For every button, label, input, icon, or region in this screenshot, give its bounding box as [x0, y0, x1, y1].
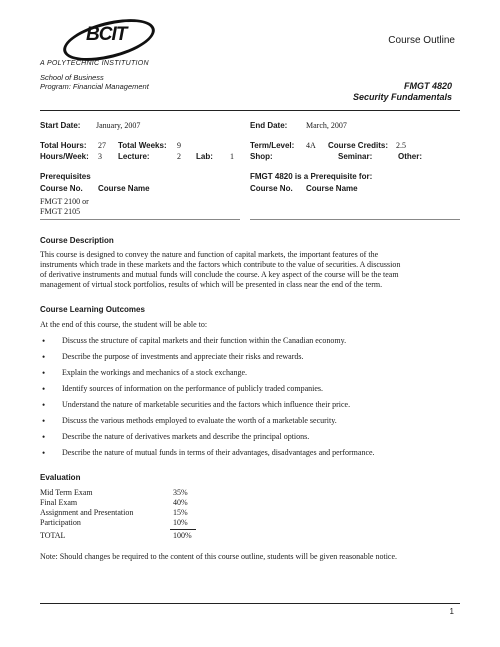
lecture-value: 2: [177, 152, 181, 161]
course-credits-label: Course Credits:: [328, 141, 389, 150]
prerequisite-for-heading: FMGT 4820 is a Prerequisite for:: [250, 172, 373, 181]
evaluation-total-row: TOTAL 100%: [40, 531, 192, 540]
prerequisites-heading: Prerequisites: [40, 172, 91, 181]
prereq-item: FMGT 2105: [40, 207, 81, 216]
other-label: Other:: [398, 152, 422, 161]
change-notice: Note: Should changes be required to the content of this course outline, students will be given reasonable notice.: [40, 552, 398, 561]
evaluation-total-rule: [170, 529, 196, 530]
document-type: Course Outline: [388, 35, 455, 46]
hours-week-value: 3: [98, 152, 102, 161]
program-name: Program: Financial Management: [40, 82, 149, 91]
total-weeks-label: Total Weeks:: [118, 141, 167, 150]
end-date-value: March, 2007: [306, 121, 347, 130]
description-line: management of virtual stock portfolios, results of which will be presented in class near the end of the term.: [40, 280, 383, 289]
bullet-icon: •: [42, 352, 46, 362]
description-line: instruments which trade in these markets and the factors which contribute to the value of securities. A discussion: [40, 260, 401, 269]
course-code: FMGT 4820: [403, 81, 452, 91]
course-description-heading: Course Description: [40, 236, 114, 245]
evaluation-row: Assignment and Presentation 15%: [40, 508, 188, 517]
bullet-icon: •: [42, 448, 46, 458]
bullet-icon: •: [42, 368, 46, 378]
start-date-label: Start Date:: [40, 121, 81, 130]
evaluation-heading: Evaluation: [40, 473, 81, 482]
lecture-label: Lecture:: [118, 152, 150, 161]
total-hours-value: 27: [98, 141, 106, 150]
description-line: This course is designed to convey the nature and function of capital markets, the important features of the: [40, 250, 379, 259]
term-level-value: 4A: [306, 141, 316, 150]
end-date-label: End Date:: [250, 121, 288, 130]
seminar-label: Seminar:: [338, 152, 373, 161]
prereq-item: FMGT 2100 or: [40, 197, 89, 206]
evaluation-row: Participation 10%: [40, 518, 188, 527]
bullet-icon: •: [42, 336, 46, 346]
prereq-for-course-name-header: Course Name: [306, 184, 358, 193]
bullet-icon: •: [42, 416, 46, 426]
school-name: School of Business: [40, 73, 104, 82]
lab-value: 1: [230, 152, 234, 161]
bcit-logo: BCIT: [86, 24, 127, 45]
hours-week-label: Hours/Week:: [40, 152, 89, 161]
evaluation-row: Mid Term Exam 35%: [40, 488, 188, 497]
prereq-divider-right: [250, 219, 460, 220]
page-number: 1: [449, 607, 454, 616]
evaluation-row: Final Exam 40%: [40, 498, 188, 507]
course-title: Security Fundamentals: [352, 92, 452, 102]
footer-rule: [40, 603, 460, 604]
bullet-icon: •: [42, 400, 46, 410]
start-date-value: January, 2007: [96, 121, 141, 130]
bullet-icon: •: [42, 384, 46, 394]
total-hours-label: Total Hours:: [40, 141, 87, 150]
lab-label: Lab:: [196, 152, 213, 161]
learning-outcomes-heading: Course Learning Outcomes: [40, 305, 145, 314]
learning-outcomes-intro: At the end of this course, the student will be able to:: [40, 320, 208, 329]
header-rule: [40, 110, 460, 111]
total-weeks-value: 9: [177, 141, 181, 150]
prereq-for-course-no-header: Course No.: [250, 184, 293, 193]
shop-label: Shop:: [250, 152, 273, 161]
prereq-course-name-header: Course Name: [98, 184, 150, 193]
course-credits-value: 2.5: [396, 141, 406, 150]
bullet-icon: •: [42, 432, 46, 442]
description-line: of derivative instruments and mutual funds will conclude the course. A key aspect of the course will be the team: [40, 270, 399, 279]
prereq-divider-left: [40, 219, 240, 220]
prereq-course-no-header: Course No.: [40, 184, 83, 193]
logo-tagline: A POLYTECHNIC INSTITUTION: [40, 60, 149, 67]
term-level-label: Term/Level:: [250, 141, 295, 150]
